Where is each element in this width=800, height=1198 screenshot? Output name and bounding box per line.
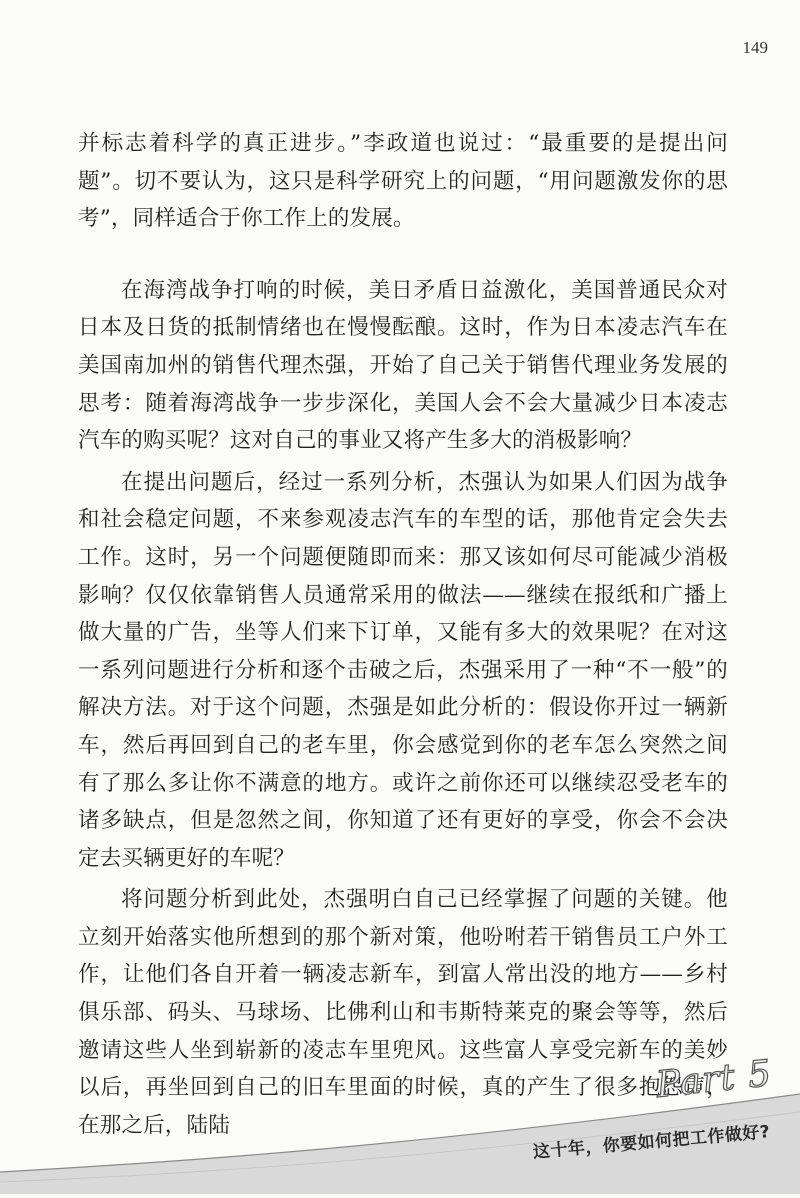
chapter-caption: 这十年，你要如何把工作做好? bbox=[532, 1122, 772, 1163]
paragraph-4: 将问题分析到此处，杰强明白自己已经掌握了问题的关键。他立刻开始落实他所想到的那个新对策，他吩咐若干销售员工户外工作，让他们各自开着一辆凌志新车，到富人常出没的地方——乡村俱乐部、码头、马球场、比佛利山和韦斯特莱克的聚会等等，然后邀请这些人坐到崭新的凌志车里兜风。这些富人享受完新车的美妙以后，再坐回到自己的旧车里面的时候，真的产生了很多抱怨声，在那之后，陆陆 bbox=[78, 887, 728, 1138]
body-text bbox=[78, 125, 728, 1144]
paragraph-1: 并标志着科学的真正进步。”李政道也说过：“最重要的是提出问题”。切不要认为，这只是科学研究上的问题，“用问题激发你的思考”，同样适合于你工作上的发展。 bbox=[78, 131, 728, 232]
paragraph-3: 在提出问题后，经过一系列分析，杰强认为如果人们因为战争和社会稳定问题，不来参观凌志汽车的车型的话，那他肯定会失去工作。这时，另一个问题便随即而来：那又该如何尽可能减少消极影响？仅仅依靠销售人员通常采用的做法——继续在报纸和广播上做大量的广告，坐等人们来下订单，又能有多大的效果呢？在对这一系列问题进行分析和逐个击破之后，杰强采用了一种“不一般”的解决方法。对于这个问题，杰强是如此分析的：假设你开过一辆新车，然后再回到自己的老车里，你会感觉到你的老车怎么突然之间有了那么多让你不满意的地方。或许之前你还可以继续忍受老车的诸多缺点，但是忽然之间，你知道了还有更好的享受，你会不会决定去买辆更好的车呢？ bbox=[78, 469, 728, 871]
part-label: Part 5 bbox=[654, 1053, 774, 1106]
page-number: 149 bbox=[742, 38, 768, 57]
footer-band bbox=[0, 1054, 800, 1194]
paragraph-2: 在海湾战争打响的时候，美日矛盾日益激化，美国普通民众对日本及日货的抵制情绪也在慢慢酝酿。这时，作为日本凌志汽车在美国南加州的销售代理杰强，开始了自己关于销售代理业务发展的思考：随着海湾战争一步步深化，美国人会不会大量减少日本凌志汽车的购买呢？这对自己的事业又将产生多大的消极影响？ bbox=[78, 277, 728, 454]
